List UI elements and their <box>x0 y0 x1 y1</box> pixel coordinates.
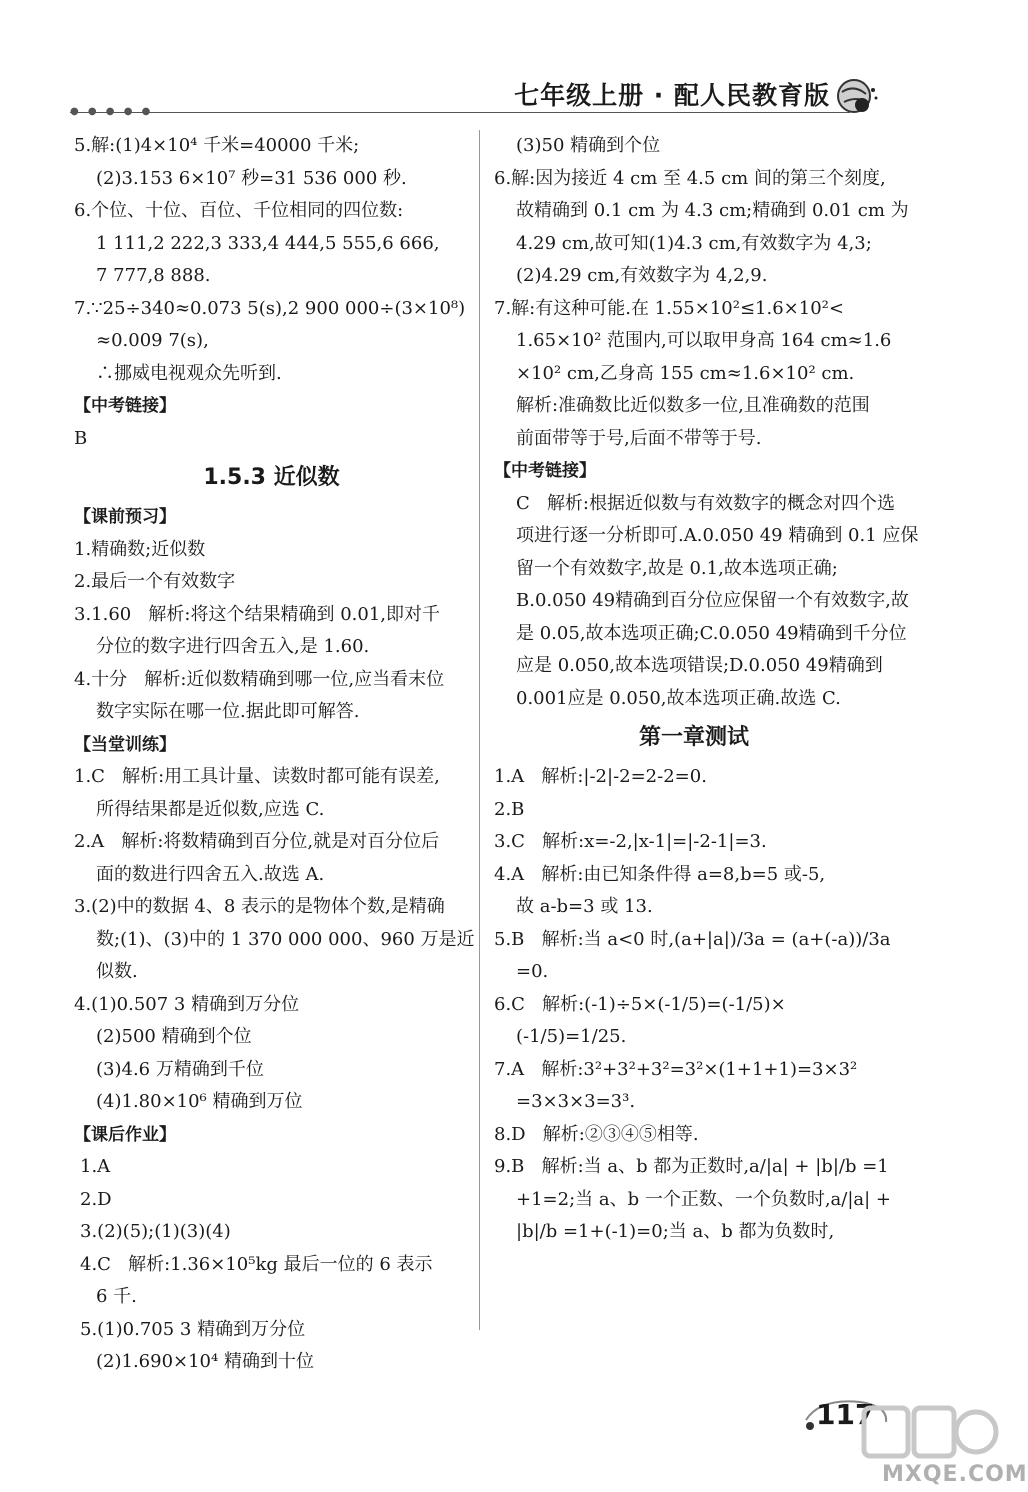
answer-line: (3)50 精确到个位 <box>516 135 661 156</box>
section-label: 【中考链接】 <box>494 461 596 481</box>
answer-line: 3.(2)(5);(1)(3)(4) <box>80 1221 231 1242</box>
answer-line: 似数. <box>96 961 138 982</box>
answer-line: 留一个有效数字,故是 0.1,故本选项正确; <box>516 557 838 579</box>
section-label: 【中考链接】 <box>74 396 176 416</box>
answer-line: 3.C 解析:x=-2,|x-1|=|-2-1|=3. <box>494 831 767 852</box>
answer-line: ≈0.009 7(s), <box>96 330 209 351</box>
answer-line: 数;(1)、(3)中的 1 370 000 000、960 万是近 <box>96 928 475 950</box>
answer-line: 应是 0.050,故本选项错误;D.0.050 49精确到 <box>516 655 883 676</box>
answer-line: (2)3.153 6×10⁷ 秒=31 536 000 秒. <box>96 167 407 189</box>
answer-line: 项进行逐一分析即可.A.0.050 49 精确到 0.1 应保 <box>516 525 919 546</box>
answer-line: C 解析:根据近似数与有效数字的概念对四个选 <box>516 492 895 514</box>
answer-line: 6.个位、十位、百位、千位相同的四位数: <box>74 200 404 221</box>
answer-line: 6.解:因为接近 4 cm 至 4.5 cm 间的第三个刻度, <box>494 167 886 189</box>
answer-line: 9.B 解析:当 a、b 都为正数时,a/|a| + |b|/b =1 <box>494 1156 889 1177</box>
answer-line: B.0.050 49精确到百分位应保留一个有效数字,故 <box>516 590 909 611</box>
answer-line: (2)1.690×10⁴ 精确到十位 <box>96 1351 314 1372</box>
answer-line: +1=2;当 a、b 一个正数、一个负数时,a/|a| + <box>516 1188 892 1210</box>
answer-line: 3.(2)中的数据 4、8 表示的是物体个数,是精确 <box>74 896 445 917</box>
answer-line: |b|/b =1+(-1)=0;当 a、b 都为负数时, <box>516 1221 835 1242</box>
answer-line: 7 777,8 888. <box>96 265 211 286</box>
answer-line: 所得结果都是近似数,应选 C. <box>96 798 325 820</box>
section-label: 【课前预习】 <box>74 507 176 527</box>
answer-line: 8.D 解析:②③④⑤相等. <box>494 1123 699 1145</box>
answer-line: 1 111,2 222,3 333,4 444,5 555,6 666, <box>96 232 440 254</box>
answer-line: 4.十分 解析:近似数精确到哪一位,应当看末位 <box>74 668 445 690</box>
right-column <box>494 130 919 1249</box>
column-divider <box>479 130 480 1330</box>
answer-line: 2.D <box>80 1188 112 1210</box>
answer-line: 故 a-b=3 或 13. <box>516 896 653 917</box>
answer-line: 4.(1)0.507 3 精确到万分位 <box>74 993 300 1015</box>
answer-line: 1.C 解析:用工具计量、读数时都可能有误差, <box>74 766 440 787</box>
answer-line: (2)500 精确到个位 <box>96 1026 252 1047</box>
answer-line: 分位的数字进行四舍五入,是 1.60. <box>96 636 370 657</box>
page-header <box>0 0 1000 130</box>
answer-line: 7.解:有这种可能.在 1.55×10²≤1.6×10²< <box>494 297 844 319</box>
section-label: 【课后作业】 <box>74 1124 176 1145</box>
answer-line: 1.65×10² 范围内,可以取甲身高 164 cm≈1.6 <box>516 330 892 351</box>
answer-line: 4.A 解析:由已知条件得 a=8,b=5 或-5, <box>494 863 826 885</box>
section-heading: 第一章测试 <box>638 725 749 750</box>
answer-line: 1.精确数;近似数 <box>74 538 206 560</box>
header-rule <box>70 112 850 113</box>
answer-line: 3.1.60 解析:将这个结果精确到 0.01,即对千 <box>74 603 441 625</box>
answer-line: 4.C 解析:1.36×10⁵kg 最后一位的 6 表示 <box>80 1253 433 1275</box>
header-title: 七年级上册 · 配人民教育版 <box>514 81 830 110</box>
answer-line: (2)4.29 cm,有效数字为 4,2,9. <box>516 265 768 286</box>
answer-line: 4.29 cm,故可知(1)4.3 cm,有效数字为 4,3; <box>516 232 872 254</box>
answer-line: 前面带等于号,后面不带等于号. <box>516 427 762 449</box>
answer-line: (4)1.80×10⁶ 精确到万位 <box>96 1091 303 1112</box>
answer-line: 数字实际在哪一位.据此即可解答. <box>96 701 360 722</box>
answer-line: 5.解:(1)4×10⁴ 千米=40000 千米; <box>74 135 360 156</box>
answer-line: ×10² cm,乙身高 155 cm≈1.6×10² cm. <box>516 362 855 384</box>
answer-line: 7.∵25÷340≈0.073 5(s),2 900 000÷(3×10⁸) <box>74 297 466 319</box>
answer-line: 7.A 解析:3²+3²+3²=3²×(1+1+1)=3×3² <box>494 1058 858 1080</box>
answer-line: 面的数进行四舍五入.故选 A. <box>96 863 325 885</box>
answer-line: 2.B <box>494 798 525 820</box>
answer-line: 6.C 解析:(-1)÷5×(-1/5)=(-1/5)× <box>494 993 786 1015</box>
answer-line: 0.001应是 0.050,故本选项正确.故选 C. <box>516 687 841 709</box>
globe-logo-icon <box>832 72 880 120</box>
answer-line: =3×3×3=3³. <box>516 1091 636 1112</box>
answer-line: 6 千. <box>96 1286 137 1307</box>
answer-line: ∴挪威电视观众先听到. <box>96 362 282 384</box>
answer-line: 5.(1)0.705 3 精确到万分位 <box>80 1318 306 1340</box>
answer-line: (-1/5)=1/25. <box>516 1026 627 1047</box>
section-label: 【当堂训练】 <box>74 734 176 755</box>
answer-line: B <box>74 427 88 449</box>
answer-line: 2.最后一个有效数字 <box>74 571 236 592</box>
watermark-text: MXQE.COM <box>882 1462 1028 1487</box>
answer-line: (3)4.6 万精确到千位 <box>96 1058 264 1080</box>
answer-line: 故精确到 0.1 cm 为 4.3 cm;精确到 0.01 cm 为 <box>516 200 909 221</box>
answer-line: 1.A 解析:|-2|-2=2-2=0. <box>494 766 707 787</box>
section-heading: 1.5.3 近似数 <box>203 465 340 490</box>
answer-line: 解析:准确数比近似数多一位,且准确数的范围 <box>516 395 870 416</box>
answer-line: 是 0.05,故本选项正确;C.0.050 49精确到千分位 <box>516 622 907 644</box>
answer-line: =0. <box>516 961 549 982</box>
answer-line: 5.B 解析:当 a<0 时,(a+|a|)/3a = (a+(-a))/3a <box>494 928 891 950</box>
answer-line: 2.A 解析:将数精确到百分位,就是对百分位后 <box>74 831 440 852</box>
page-number: 117 <box>816 1398 875 1431</box>
answer-line: 1.A <box>80 1156 111 1177</box>
left-column <box>74 130 475 1379</box>
